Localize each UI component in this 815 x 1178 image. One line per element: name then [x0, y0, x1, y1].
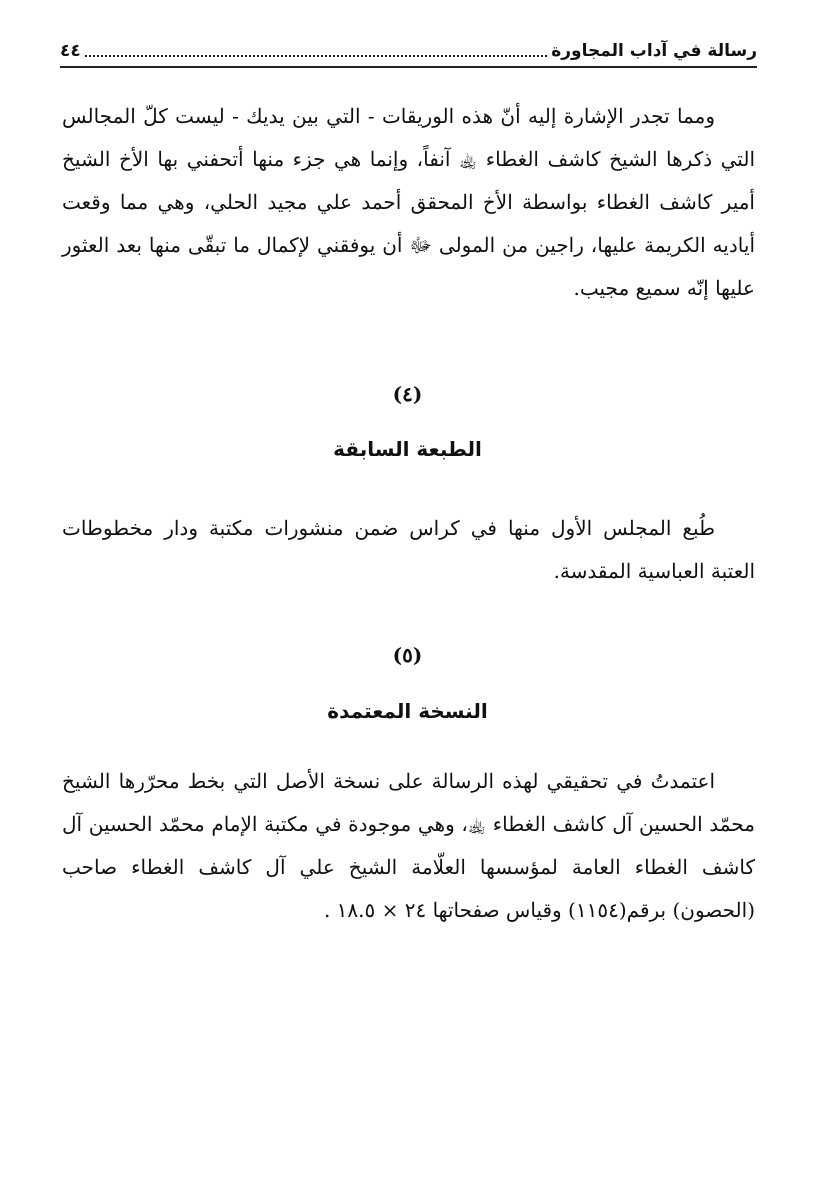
intro-paragraph: ومما تجدر الإشارة إليه أنّ هذه الوريقات - التي بين يديك - ليست كلّ المجالس التي ذكرها الشيخ كاشف الغطاء ﵀ آنفاً، وإنما هي جزء منها أتحفني بها الأخ الشيخ أمير كاشف الغطاء بواسطة الأخ المحقق أحمد علي مجيد الحلي، وهي مما وقعت أياديه الكريمة عليها، راجين من المولى ﷻ أن يوفقني لإكمال ما تبقّى منها بعد العثور عليها إنّه سميع مجيب. [62, 104, 755, 300]
section-4-heading: الطبعة السابقة [333, 437, 482, 461]
header-rule [60, 66, 757, 68]
section-5-heading: النسخة المعتمدة [327, 699, 488, 723]
section-4-paragraph: طُبع المجلس الأول منها في كراس ضمن منشورات مكتبة ودار مخطوطات العتبة العباسية المقدسة. [62, 516, 755, 583]
running-header [60, 36, 757, 62]
section-5-paragraph: اعتمدتُ في تحقيقي لهذه الرسالة على نسخة الأصل التي بخط محرّرها الشيخ محمّد الحسين آل كاشف الغطاء ﵀، وهي موجودة في مكتبة الإمام محمّد الحسين آل كاشف الغطاء العامة لمؤسسها العلّامة الشيخ علي آل كاشف الغطاء صاحب (الحصون) برقم(١١٥٤) وقياس صفحاتها ٢٤ × ١٨.٥ . [62, 769, 755, 922]
header-leader-dots [85, 55, 547, 57]
section-4-number: (٤) [392, 382, 423, 406]
page-number: ٤٤ [60, 41, 81, 61]
section-5-number: (٥) [392, 643, 423, 667]
header-title: رسالة في آداب المجاورة [551, 41, 757, 61]
